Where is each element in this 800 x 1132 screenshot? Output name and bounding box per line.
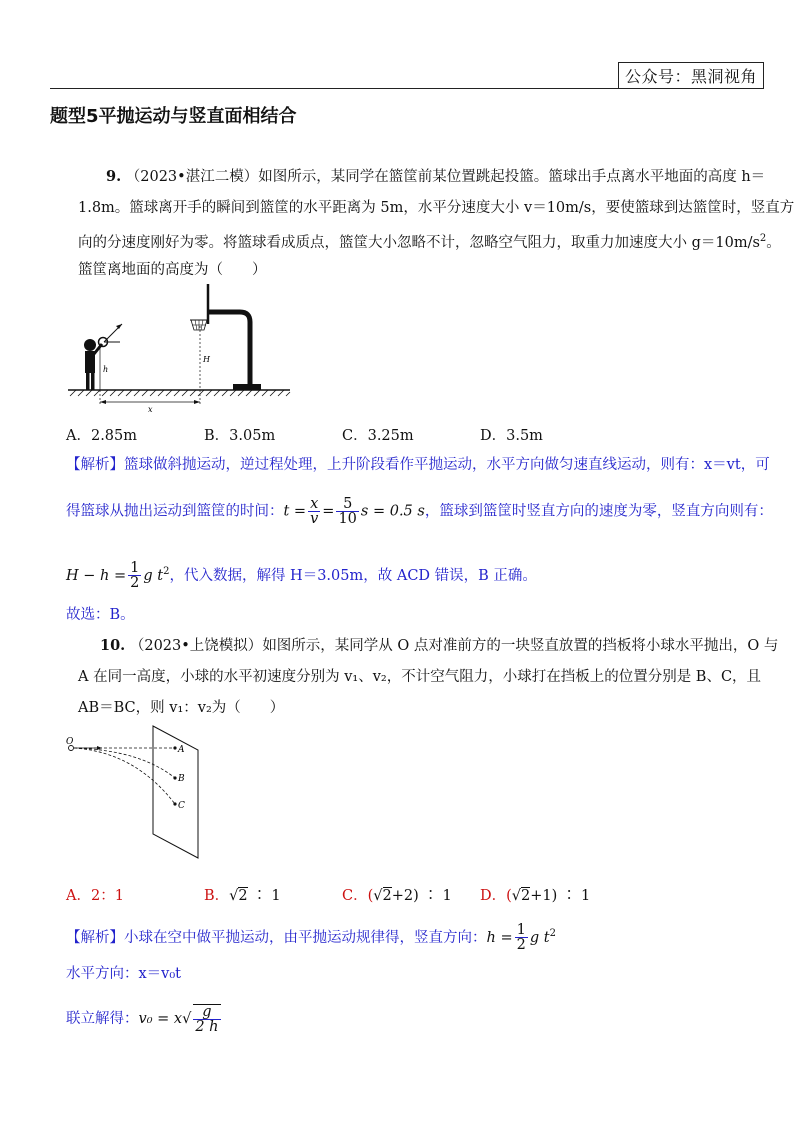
q10-option-c-radicand: 2 [382,888,392,904]
q10-text-1: 如图所示，某同学从 O 点对准前方的一块竖直放置的挡板将小球水平抛出，O 与 [262,638,779,654]
q9-text-3-end: 。 [766,234,781,251]
q10-eq-gt-sup: 2 [549,928,556,939]
q9-frac-half-den: 2 [130,575,140,592]
q10-fig-label-O: O [66,737,74,747]
q9-option-d: D．3.5m [480,428,543,444]
q10-eq-h: h = [486,929,513,946]
q10-fig-label-A: A [178,745,185,755]
q10-option-c [342,884,452,905]
q9-analysis-line2 [66,497,773,526]
q10-frac-g-2h-den: 2 h [195,1019,219,1035]
header-rule [50,88,750,89]
q10-number: 10. [100,637,126,654]
q9-source: （2023•湛江二模） [125,169,259,185]
q10-option-b [204,884,281,905]
q9-frac-xv-num: x [308,497,320,512]
q9-analysis-line1 [66,453,770,477]
q10-fig-label-B: B [178,774,185,784]
q9-text-4: 篮筐离地面的高度为（ ） [78,262,267,278]
q9-eq-equals: = [322,503,335,520]
q10-option-c-sqrt: √2 [373,888,392,904]
q10-frac-half-num: 1 [516,922,526,939]
q10-eq-gt: g t [529,929,550,946]
q9-line3 [78,227,781,255]
q9-analysis-text-2a: 得篮球从抛出运动到篮筐的时间： [66,503,284,520]
q9-text-3: 向的分速度刚好为零。将篮球看成质点，篮筐大小忽略不计，忽略空气阻力，取重力加速度大小 g＝10m/s [78,234,760,251]
q9-frac-xv [308,497,320,526]
q9-eq-H-h: H − h = [66,567,127,584]
q9-fig-label-x: x [148,405,153,414]
q9-frac-5-10-den: 10 [338,511,357,527]
q10-analysis-text-2: 水平方向：x＝v₀t [66,966,182,982]
q9-analysis-text-1: 篮球做斜抛运动，逆过程处理，上升阶段看作平抛运动，水平方向做匀速直线运动，则有：x＝vt，可 [124,457,770,473]
q9-basketball-figure [60,280,320,415]
q10-text-2: A 在同一高度，小球的水平初速度分别为 v₁、v₂，不计空气阻力，小球打在挡板上的位置分别是 B、C，且 [78,669,762,685]
q9-eq-gt: g t [143,567,164,584]
q9-option-a: A．2.85m [66,428,138,444]
q9-text-3-sup: 2 [759,233,767,244]
q10-frac-g-2h [193,1004,220,1034]
q10-option-b-label: B． [204,888,230,904]
q9-eq-t: t = [283,503,307,520]
q10-sqrt-sign: √ [182,1011,192,1027]
q10-projectile-figure [60,724,220,864]
q10-option-b-sqrt: √2 [229,888,248,904]
q9-number: 9. [106,168,122,185]
q10-analysis-line1 [66,922,556,952]
q9-line1 [106,165,765,189]
q10-frac-half-den: 2 [516,937,526,954]
q9-analysis-text-3: ，代入数据，解得 H＝3.05m，故 ACD 错误，B 正确。 [169,567,537,584]
q9-answer: 故选：B。 [66,607,135,623]
q9-frac-5-10-num: 5 [336,497,358,512]
q9-fig-label-H: H [203,355,210,364]
q10-option-d-radicand: 2 [521,888,531,904]
q10-option-d-tail: +1) ∶ 1 [530,888,591,904]
q10-option-d-label: D．( [480,888,512,904]
q9-text-2: 1.8m。篮球离开手的瞬间到篮筐的水平距离为 5m，水平分速度大小 v＝10m/s，要使篮球到达篮筐时，竖直方 [78,200,795,216]
q9-frac-xv-den: v [310,511,319,527]
q9-eq-result: s = 0.5 s [360,503,425,520]
q9-analysis-tag: 【解析】 [66,457,124,473]
q10-option-c-label: C．( [342,888,374,904]
q9-analysis-text-2b: ，篮球到篮筐时竖直方向的速度为零，竖直方向则有： [424,503,773,520]
q9-frac-half-num: 1 [130,560,140,577]
q9-option-b: B．3.05m [204,428,276,444]
q10-eq-v0: v₀ = x [138,1011,183,1027]
section-title: 题型5平抛运动与竖直面相结合 [50,106,297,127]
q10-option-b-radicand: 2 [238,888,248,904]
q9-frac-5-10 [336,497,358,526]
q9-fig-label-h: h [103,365,109,374]
q10-analysis-text-3: 联立解得： [66,1011,139,1027]
q10-text-3: AB＝BC，则 v₁：v₂为（ ） [78,700,285,716]
q9-option-c: C．3.25m [342,428,414,444]
q9-analysis-line3 [66,560,537,590]
q10-frac-g-2h-num: g [193,1005,220,1020]
q10-analysis-text-1: 小球在空中做平抛运动，由平抛运动规律得，竖直方向： [124,929,487,946]
q10-option-d [480,884,590,905]
header-watermark: 公众号：黑洞视角 [618,62,764,89]
q10-option-d-sqrt: √2 [511,888,531,904]
q10-fig-label-C: C [178,801,185,811]
q9-eq-gt-sup: 2 [163,566,170,577]
q10-option-c-tail: +2) ∶ 1 [391,888,452,904]
q9-text-1: 如图所示，某同学在篮筐前某位置跳起投篮。篮球出手点离水平地面的高度 h＝ [258,169,766,185]
q9-frac-half [128,561,141,590]
q10-option-b-tail: ∶ 1 [252,888,281,904]
q10-line1 [100,634,778,658]
q10-analysis-tag: 【解析】 [66,929,124,946]
q10-frac-half [515,923,528,952]
q10-option-a: A．2：1 [66,888,124,904]
q10-source: （2023•上饶模拟） [129,638,263,654]
q10-analysis-line3 [66,1004,223,1034]
